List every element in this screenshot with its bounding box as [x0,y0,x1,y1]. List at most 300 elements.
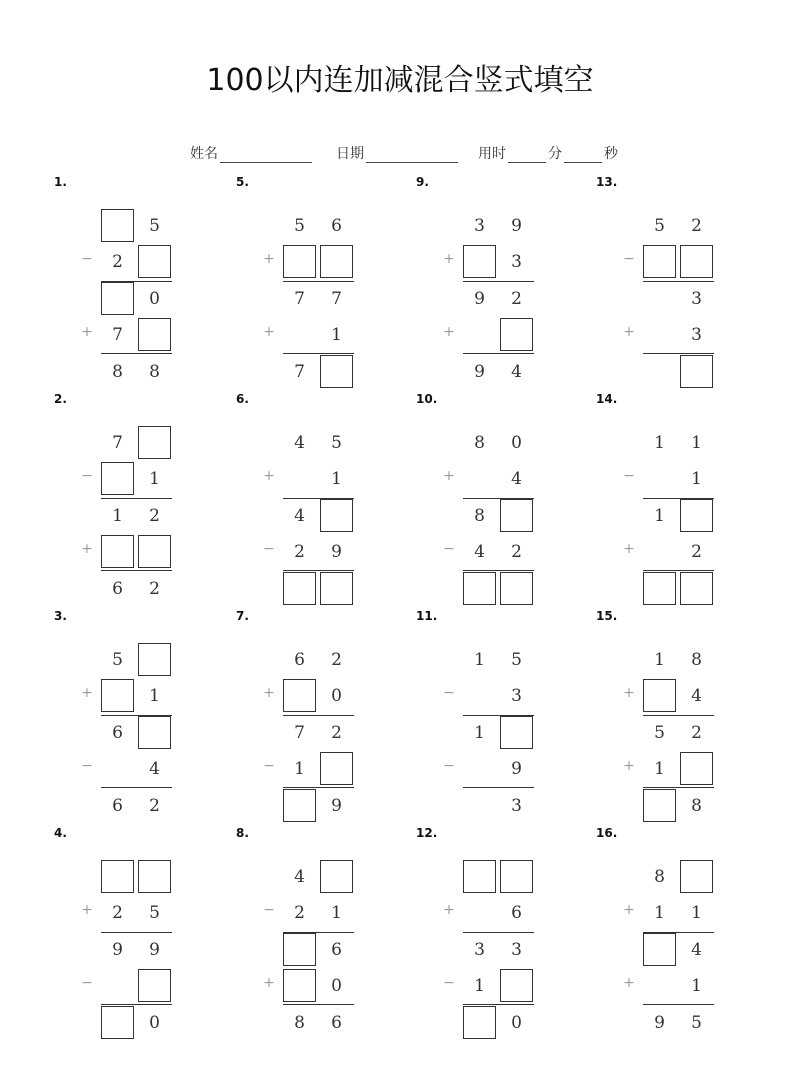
sum-line [283,281,354,282]
answer-box[interactable] [101,535,134,568]
ones-digit: 9 [511,215,522,236]
ones-digit: 4 [691,685,702,706]
digit-row [578,752,758,786]
answer-box[interactable] [101,1006,134,1039]
answer-box[interactable] [463,1006,496,1039]
sum-line [463,787,534,788]
sum-line [283,932,354,933]
ones-digit: 6 [331,1012,342,1033]
tens-digit: 5 [112,649,123,670]
sum-line [283,570,354,571]
problem-14 [578,392,758,609]
ones-digit: 9 [331,795,342,816]
digit-row [398,355,578,389]
operator-sign: + [81,324,93,340]
answer-box[interactable] [643,245,676,278]
answer-box[interactable] [463,860,496,893]
digit-row [398,572,578,606]
problem-number: 11. [416,609,438,623]
problem-number: 7. [236,609,249,623]
name-blank[interactable] [220,146,312,163]
tens-digit: 7 [112,324,123,345]
problem-number: 3. [54,609,67,623]
ones-digit: 3 [511,939,522,960]
time-label: 用时 [478,146,506,162]
ones-digit: 4 [511,361,522,382]
digit-row [398,933,578,967]
digit-row [36,679,216,713]
digit-row [398,789,578,823]
operator-sign: − [263,541,275,557]
digit-row [398,282,578,316]
ones-digit: 7 [331,288,342,309]
minutes-blank[interactable] [508,146,546,163]
ones-digit: 0 [149,1012,160,1033]
tens-digit [463,896,496,929]
answer-box[interactable] [138,860,171,893]
ones-digit: 1 [691,432,702,453]
digit-row [398,969,578,1003]
tens-digit [463,462,496,495]
ones-digit: 2 [691,722,702,743]
ones-digit: 2 [331,649,342,670]
sum-line [283,715,354,716]
tens-digit: 1 [474,975,485,996]
operator-sign: + [623,758,635,774]
tens-digit: 1 [474,722,485,743]
digit-row [218,318,398,352]
digit-row [36,572,216,606]
operator-sign: − [81,758,93,774]
problem-number: 10. [416,392,438,406]
digit-row [218,535,398,569]
digit-row [36,643,216,677]
tens-digit: 5 [294,215,305,236]
digit-row [36,282,216,316]
sum-line [463,281,534,282]
digit-row [218,355,398,389]
digit-row [398,860,578,894]
problem-number: 8. [236,826,249,840]
ones-digit: 2 [331,722,342,743]
seconds-blank[interactable] [564,146,602,163]
answer-box[interactable] [643,679,676,712]
answer-box[interactable] [320,245,353,278]
sum-line [643,281,714,282]
ones-digit: 5 [691,1012,702,1033]
answer-box[interactable] [101,679,134,712]
tens-digit: 3 [474,215,485,236]
ones-digit: 0 [331,975,342,996]
answer-box[interactable] [500,318,533,351]
ones-digit: 3 [511,795,522,816]
operator-sign: − [623,251,635,267]
problem-number: 16. [596,826,618,840]
tens-digit: 8 [474,432,485,453]
ones-digit: 2 [511,541,522,562]
operator-sign: − [623,468,635,484]
sum-line [463,353,534,354]
sum-line [463,715,534,716]
digit-row [36,499,216,533]
answer-box[interactable] [138,426,171,459]
tens-digit: 7 [112,432,123,453]
answer-box[interactable] [283,245,316,278]
ones-digit: 4 [691,939,702,960]
operator-sign: + [623,975,635,991]
ones-digit: 9 [331,541,342,562]
operator-sign: + [81,902,93,918]
problem-number: 4. [54,826,67,840]
digit-row [36,933,216,967]
digit-row [578,896,758,930]
ones-digit: 2 [691,541,702,562]
digit-row [218,933,398,967]
problem-1 [36,175,216,392]
digit-row [578,643,758,677]
problem-8 [218,826,398,1043]
tens-digit: 8 [654,866,665,887]
answer-box[interactable] [643,933,676,966]
digit-row [578,282,758,316]
answer-box[interactable] [500,499,533,532]
sum-line [101,570,172,571]
digit-row [36,896,216,930]
answer-box[interactable] [320,355,353,388]
digit-row [578,318,758,352]
problem-number: 12. [416,826,438,840]
answer-box[interactable] [680,860,713,893]
operator-sign: + [623,324,635,340]
answer-box[interactable] [320,499,353,532]
ones-digit: 1 [331,902,342,923]
answer-box[interactable] [680,572,713,605]
digit-row [218,860,398,894]
answer-box[interactable] [283,679,316,712]
operator-sign: + [263,975,275,991]
answer-box[interactable] [500,572,533,605]
tens-digit: 9 [474,288,485,309]
problem-5 [218,175,398,392]
tens-digit: 4 [294,866,305,887]
ones-digit: 0 [511,1012,522,1033]
sum-line [101,498,172,499]
operator-sign: + [81,685,93,701]
problem-number: 2. [54,392,67,406]
answer-box[interactable] [138,716,171,749]
digit-row [398,679,578,713]
tens-digit: 1 [654,505,665,526]
digit-row [218,245,398,279]
operator-sign: − [81,251,93,267]
ones-digit: 0 [331,685,342,706]
tens-digit [283,318,316,351]
digit-row [218,969,398,1003]
answer-box[interactable] [680,752,713,785]
ones-digit: 9 [149,939,160,960]
tens-digit [643,969,676,1002]
tens-digit [643,282,676,315]
problem-2 [36,392,216,609]
digit-row [398,245,578,279]
ones-digit: 3 [511,251,522,272]
digit-row [218,209,398,243]
digit-row [578,355,758,389]
tens-digit [463,679,496,712]
answer-box[interactable] [643,572,676,605]
digit-row [218,716,398,750]
ones-digit: 0 [149,288,160,309]
name-label: 姓名 [190,146,218,162]
digit-row [218,426,398,460]
operator-sign: − [263,902,275,918]
digit-row [36,716,216,750]
ones-digit: 3 [691,324,702,345]
tens-digit [463,752,496,785]
digit-row [398,426,578,460]
answer-box[interactable] [283,933,316,966]
tens-digit: 4 [474,541,485,562]
ones-digit: 4 [511,468,522,489]
ones-digit: 2 [511,288,522,309]
digit-row [218,572,398,606]
tens-digit: 1 [474,649,485,670]
problem-9 [398,175,578,392]
answer-box[interactable] [101,209,134,242]
operator-sign: + [263,324,275,340]
answer-box[interactable] [101,282,134,315]
digit-row [218,462,398,496]
digit-row [36,789,216,823]
digit-row [36,245,216,279]
ones-digit: 2 [149,578,160,599]
digit-row [36,535,216,569]
tens-digit: 6 [112,578,123,599]
tens-digit [101,969,134,1002]
tens-digit: 8 [112,361,123,382]
tens-digit: 7 [294,361,305,382]
ones-digit: 2 [149,795,160,816]
tens-digit: 1 [294,758,305,779]
problem-number: 9. [416,175,429,189]
tens-digit [643,318,676,351]
answer-box[interactable] [283,969,316,1002]
problem-number: 1. [54,175,67,189]
problem-10 [398,392,578,609]
digit-row [578,462,758,496]
answer-box[interactable] [320,752,353,785]
problem-16 [578,826,758,1043]
operator-sign: + [623,541,635,557]
digit-row [578,245,758,279]
digit-row [398,896,578,930]
answer-box[interactable] [138,643,171,676]
date-blank[interactable] [366,146,458,163]
answer-box[interactable] [463,245,496,278]
digit-row [36,860,216,894]
answer-box[interactable] [463,572,496,605]
answer-box[interactable] [101,462,134,495]
tens-digit: 4 [294,505,305,526]
ones-digit: 0 [511,432,522,453]
tens-digit [643,462,676,495]
digit-row [36,1006,216,1040]
digit-row [578,426,758,460]
digit-row [398,716,578,750]
tens-digit: 7 [294,288,305,309]
digit-row [578,679,758,713]
answer-box[interactable] [101,860,134,893]
answer-box[interactable] [500,716,533,749]
ones-digit: 2 [691,215,702,236]
problem-6 [218,392,398,609]
sum-line [101,353,172,354]
tens-digit [643,355,676,388]
tens-digit: 2 [294,541,305,562]
problem-number: 15. [596,609,618,623]
sum-line [101,1004,172,1005]
ones-digit: 9 [511,758,522,779]
digit-row [578,535,758,569]
digit-row [36,462,216,496]
tens-digit: 2 [112,251,123,272]
operator-sign: + [443,324,455,340]
answer-box[interactable] [138,245,171,278]
tens-digit: 1 [654,432,665,453]
operator-sign: − [81,975,93,991]
answer-box[interactable] [283,789,316,822]
digit-row [398,1006,578,1040]
answer-box[interactable] [138,535,171,568]
tens-digit: 6 [112,722,123,743]
ones-digit: 8 [691,649,702,670]
digit-row [36,355,216,389]
sum-line [283,787,354,788]
digit-row [218,643,398,677]
answer-box[interactable] [283,572,316,605]
tens-digit: 3 [474,939,485,960]
problem-number: 13. [596,175,618,189]
digit-row [578,572,758,606]
digit-row [578,860,758,894]
ones-digit: 3 [691,288,702,309]
digit-row [398,535,578,569]
digit-row [36,752,216,786]
digit-row [578,1006,758,1040]
digit-row [578,789,758,823]
tens-digit: 9 [474,361,485,382]
tens-digit: 4 [294,432,305,453]
ones-digit: 3 [511,685,522,706]
digit-row [578,716,758,750]
sum-line [283,498,354,499]
digit-row [398,499,578,533]
operator-sign: + [81,541,93,557]
operator-sign: + [443,468,455,484]
answer-box[interactable] [643,789,676,822]
tens-digit: 8 [294,1012,305,1033]
digit-row [398,752,578,786]
tens-digit [463,318,496,351]
ones-digit: 6 [331,215,342,236]
problem-number: 5. [236,175,249,189]
digit-row [218,1006,398,1040]
digit-row [398,318,578,352]
sum-line [101,281,172,282]
sum-line [283,1004,354,1005]
operator-sign: − [263,758,275,774]
operator-sign: + [623,902,635,918]
problem-4 [36,826,216,1043]
sum-line [643,715,714,716]
tens-digit: 7 [294,722,305,743]
ones-digit: 5 [149,902,160,923]
answer-box[interactable] [138,969,171,1002]
ones-digit: 1 [331,468,342,489]
problem-7 [218,609,398,826]
second-label: 秒 [604,146,618,162]
tens-digit: 1 [654,758,665,779]
problem-13 [578,175,758,392]
tens-digit: 2 [294,902,305,923]
operator-sign: + [623,685,635,701]
problem-12 [398,826,578,1043]
tens-digit: 9 [654,1012,665,1033]
tens-digit: 5 [654,722,665,743]
problem-3 [36,609,216,826]
tens-digit: 6 [112,795,123,816]
operator-sign: + [443,902,455,918]
answer-box[interactable] [320,860,353,893]
digit-row [36,209,216,243]
ones-digit: 1 [691,468,702,489]
digit-row [218,789,398,823]
ones-digit: 1 [691,975,702,996]
digit-row [36,318,216,352]
digit-row [398,462,578,496]
tens-digit: 1 [654,649,665,670]
operator-sign: + [263,685,275,701]
answer-box[interactable] [680,499,713,532]
answer-box[interactable] [500,860,533,893]
digit-row [578,499,758,533]
ones-digit: 2 [149,505,160,526]
problem-number: 14. [596,392,618,406]
operator-sign: − [81,468,93,484]
answer-box[interactable] [320,572,353,605]
ones-digit: 5 [511,649,522,670]
digit-row [218,499,398,533]
operator-sign: + [263,468,275,484]
operator-sign: − [443,541,455,557]
tens-digit: 5 [654,215,665,236]
sum-line [643,570,714,571]
answer-box[interactable] [500,969,533,1002]
digit-row [36,426,216,460]
digit-row [578,969,758,1003]
answer-box[interactable] [138,318,171,351]
sum-line [463,498,534,499]
answer-box[interactable] [680,245,713,278]
ones-digit: 5 [149,215,160,236]
ones-digit: 8 [691,795,702,816]
sum-line [101,787,172,788]
date-label: 日期 [336,146,364,162]
tens-digit: 2 [112,902,123,923]
answer-box[interactable] [680,355,713,388]
sum-line [101,932,172,933]
sum-line [463,570,534,571]
